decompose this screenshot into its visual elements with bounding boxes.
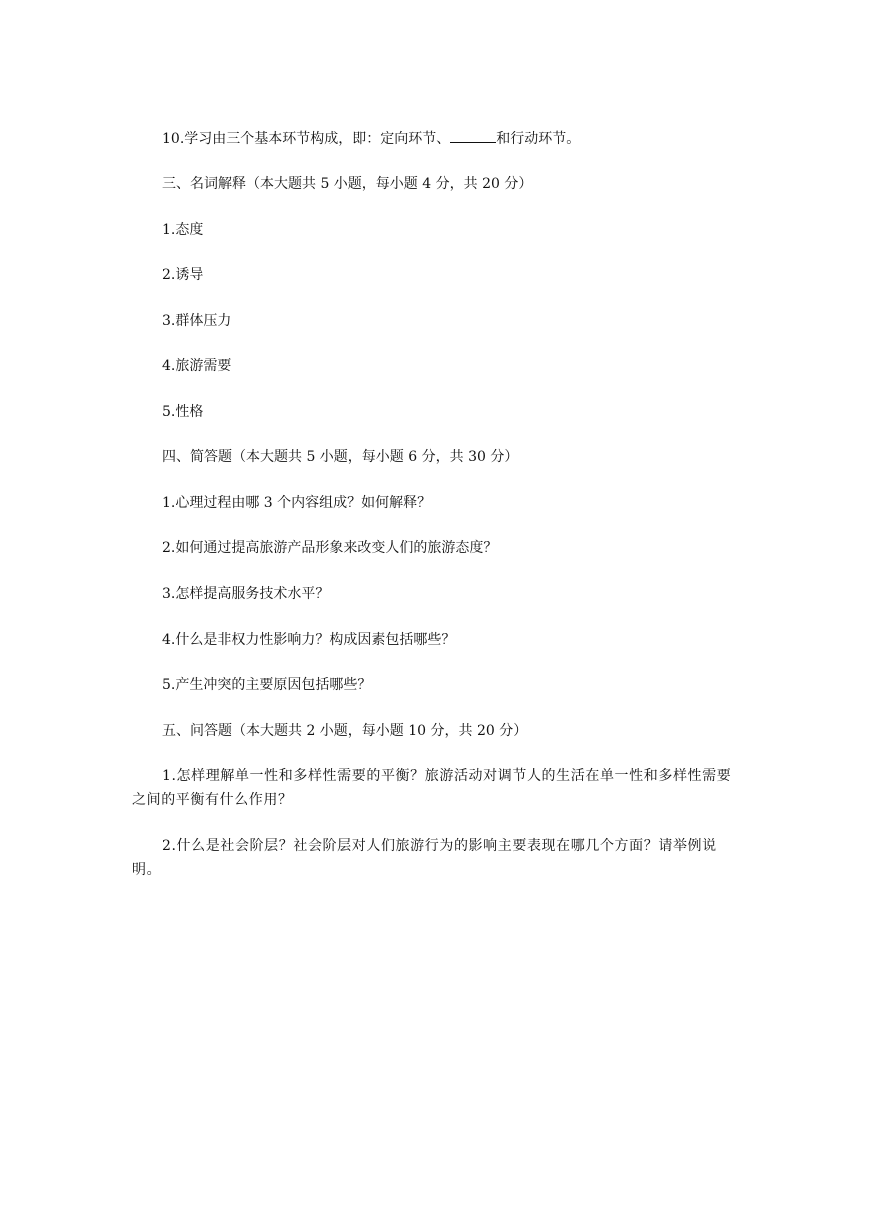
- question-10-text-before: 10.学习由三个基本环节构成，即：定向环节、: [162, 131, 451, 147]
- section-4-item-5: 5.产生冲突的主要原因包括哪些？: [162, 677, 372, 693]
- section-4-item-1: 1.心理过程由哪 3 个内容组成？如何解释？: [162, 495, 432, 511]
- section-3-item-1: 1.态度: [162, 222, 204, 238]
- question-10: [162, 128, 580, 149]
- section-4-item-4: 4.什么是非权力性影响力？构成因素包括哪些？: [162, 632, 456, 648]
- fill-in-blank: [450, 128, 496, 143]
- section-3-item-5: 5.性格: [162, 404, 204, 420]
- section-4-item-3: 3.怎样提高服务技术水平？: [162, 586, 330, 602]
- section-5-item-1: 1.怎样理解单一性和多样性需要的平衡？旅游活动对调节人的生活在单一性和多样性需要之间的平衡有什么作用？: [132, 768, 732, 808]
- section-3-item-2: 2.诱导: [162, 267, 204, 283]
- question-10-text-after: 和行动环节。: [496, 131, 581, 147]
- section-4-heading: 四、简答题（本大题共 5 小题，每小题 6 分，共 30 分）: [162, 449, 519, 465]
- section-5-heading: 五、问答题（本大题共 2 小题，每小题 10 分，共 20 分）: [162, 723, 528, 739]
- section-3-heading: 三、名词解释（本大题共 5 小题，每小题 4 分，共 20 分）: [162, 176, 533, 192]
- section-4-item-2: 2.如何通过提高旅游产品形象来改变人们的旅游态度？: [162, 540, 498, 556]
- section-5-item-2: 2.什么是社会阶层？社会阶层对人们旅游行为的影响主要表现在哪几个方面？请举例说明。: [132, 838, 717, 878]
- section-3-item-3: 3.群体压力: [162, 313, 232, 329]
- section-3-item-4: 4.旅游需要: [162, 358, 232, 374]
